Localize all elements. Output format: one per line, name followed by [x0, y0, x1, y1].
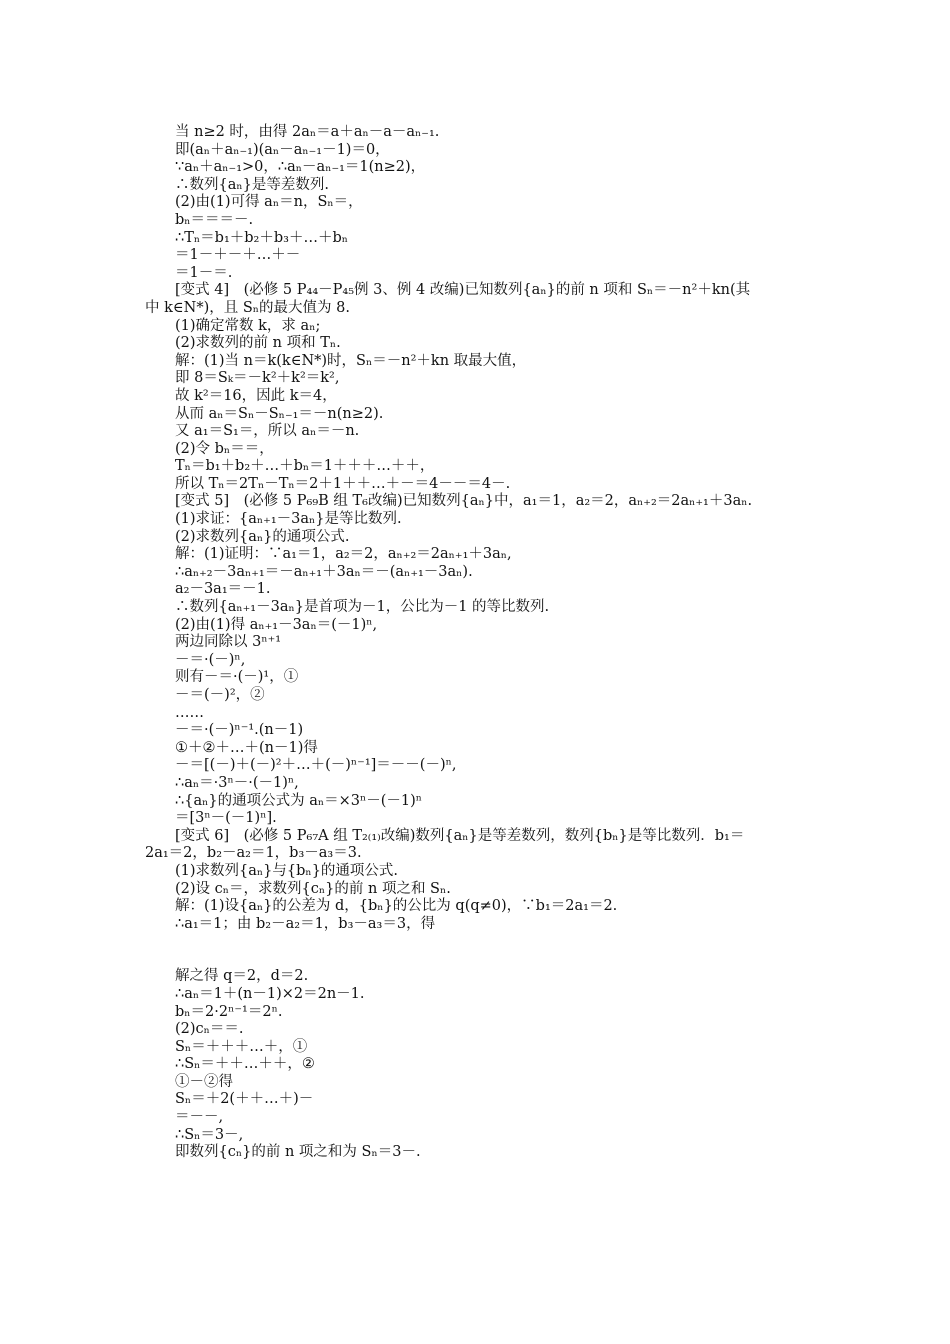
- text-line: 又 a₁＝S₁＝，所以 aₙ＝－n.: [175, 423, 360, 440]
- text-line: ∵aₙ＋aₙ₋₁>0，∴aₙ－aₙ₋₁＝1(n≥2)，: [175, 159, 426, 176]
- text-line: ＝1－＋－＋…＋－: [175, 247, 301, 264]
- text-line: [变式 5] (必修 5 P₆₉B 组 T₆改编)已知数列{aₙ}中，a₁＝1，a₂＝2，aₙ₊₂＝2aₙ₊₁＋3aₙ.: [175, 493, 753, 510]
- text-line: 即数列{cₙ}的前 n 项之和为 Sₙ＝3－.: [175, 1144, 421, 1161]
- text-line: ①＋②＋…＋(n－1)得: [175, 739, 318, 756]
- text-line: 解之得 q＝2，d＝2.: [175, 968, 309, 985]
- text-line: ∴{aₙ}的通项公式为 aₙ＝×3ⁿ－(－1)ⁿ: [175, 792, 423, 809]
- text-line: ……: [175, 704, 204, 721]
- text-line: ∴Sₙ＝3－,: [175, 1126, 244, 1143]
- text-line: ∴aₙ＝1＋(n－1)×2＝2n－1.: [175, 985, 365, 1002]
- text-line: ＝－－,: [175, 1109, 224, 1126]
- text-line: －＝(－)²，②: [175, 687, 265, 703]
- text-line: ①－②得: [175, 1073, 233, 1090]
- text-line: ∴aₙ₊₂－3aₙ₊₁＝－aₙ₊₁＋3aₙ＝－(aₙ₊₁－3aₙ).: [175, 563, 473, 580]
- text-line: 解：(1)设{aₙ}的公差为 d，{bₙ}的公比为 q(q≠0)，∵b₁＝2a₁＝2.: [175, 898, 618, 915]
- text-line: [变式 6] (必修 5 P₆₇A 组 T₂₍₁₎改编)数列{aₙ}是等差数列，数列{bₙ}是等比数列．b₁＝: [175, 827, 745, 844]
- text-line: (2)设 cₙ＝，求数列{cₙ}的前 n 项之和 Sₙ.: [175, 880, 451, 897]
- text-line: 中 k∈N*)，且 Sₙ的最大值为 8.: [145, 299, 350, 316]
- text-line: bₙ＝＝＝－.: [175, 211, 254, 228]
- text-line: ∴数列{aₙ}是等差数列.: [175, 176, 329, 193]
- document-body: [145, 124, 815, 1162]
- text-line: ∴Sₙ＝＋＋…＋＋，②: [175, 1056, 315, 1073]
- text-line: ∴Tₙ＝b₁＋b₂＋b₃＋…＋bₙ: [175, 229, 349, 246]
- text-line: 所以 Tₙ＝2Tₙ－Tₙ＝2＋1＋＋…＋－＝4－－＝4－.: [175, 475, 511, 492]
- text-line: bₙ＝2·2ⁿ⁻¹＝2ⁿ.: [175, 1003, 283, 1020]
- text-line: (2)cₙ＝＝.: [175, 1021, 244, 1038]
- text-line: (2)求数列的前 n 项和 Tₙ.: [175, 335, 341, 352]
- text-line: Tₙ＝b₁＋b₂＋…＋bₙ＝1＋＋＋…＋＋，: [175, 458, 435, 475]
- text-line: (2)求数列{aₙ}的通项公式.: [175, 528, 350, 545]
- text-line: (1)确定常数 k，求 aₙ;: [175, 317, 321, 334]
- text-line: －＝·(－)ⁿ,: [175, 651, 246, 668]
- text-line: 从而 aₙ＝Sₙ－Sₙ₋₁＝－n(n≥2).: [175, 405, 384, 422]
- text-line: 解：(1)证明：∵a₁＝1，a₂＝2，aₙ₊₂＝2aₙ₊₁＋3aₙ,: [175, 546, 512, 563]
- text-line: a₂－3a₁＝－1.: [175, 581, 271, 598]
- text-line: ∴数列{aₙ₊₁－3aₙ}是首项为－1，公比为－1 的等比数列.: [175, 599, 550, 616]
- text-line: 则有－＝·(－)¹，①: [175, 669, 299, 686]
- text-line: Sₙ＝＋2(＋＋…＋)－: [175, 1091, 314, 1108]
- text-line: (2)由(1)得 aₙ₊₁－3aₙ＝(－1)ⁿ,: [175, 616, 378, 633]
- text-line: －＝[(－)＋(－)²＋…＋(－)ⁿ⁻¹]＝－－(－)ⁿ,: [175, 757, 457, 774]
- text-line: [变式 4] (必修 5 P₄₄－P₄₅例 3、例 4 改编)已知数列{aₙ}的前 n 项和 Sₙ＝－n²＋kn(其: [175, 282, 751, 299]
- text-line: (2)由(1)可得 aₙ＝n，Sₙ＝，: [175, 194, 363, 211]
- text-line: ＝1－＝.: [175, 264, 233, 281]
- text-line: 2a₁＝2，b₂－a₂＝1，b₃－a₃＝3.: [145, 845, 362, 862]
- text-line: ∴aₙ＝·3ⁿ－·(－1)ⁿ,: [175, 774, 299, 791]
- text-line: (1)求证：{aₙ₊₁－3aₙ}是等比数列.: [175, 511, 402, 528]
- text-line: 即(aₙ＋aₙ₋₁)(aₙ－aₙ₋₁－1)＝0，: [175, 141, 390, 158]
- text-line: (1)求数列{aₙ}与{bₙ}的通项公式.: [175, 862, 399, 879]
- text-line: ＝[3ⁿ－(－1)ⁿ].: [175, 810, 277, 827]
- text-line: －＝·(－)ⁿ⁻¹.(n－1): [175, 722, 304, 739]
- text-line: 解：(1)当 n＝k(k∈N*)时，Sₙ＝－n²＋kn 取最大值，: [175, 352, 527, 369]
- text-line: Sₙ＝＋＋＋…＋，①: [175, 1038, 308, 1055]
- text-line: (2)令 bₙ＝＝，: [175, 440, 274, 457]
- text-line: 故 k²＝16，因此 k＝4，: [175, 387, 337, 404]
- text-line: 两边同除以 3ⁿ⁺¹: [175, 634, 282, 651]
- text-line: 当 n≥2 时，由得 2aₙ＝a＋aₙ－a－aₙ₋₁.: [175, 124, 440, 140]
- text-line: ∴a₁＝1；由 b₂－a₂＝1，b₃－a₃＝3，得: [175, 915, 436, 932]
- text-line: 即 8＝Sₖ＝－k²＋k²＝k²,: [175, 370, 340, 387]
- blank-space: [145, 933, 815, 968]
